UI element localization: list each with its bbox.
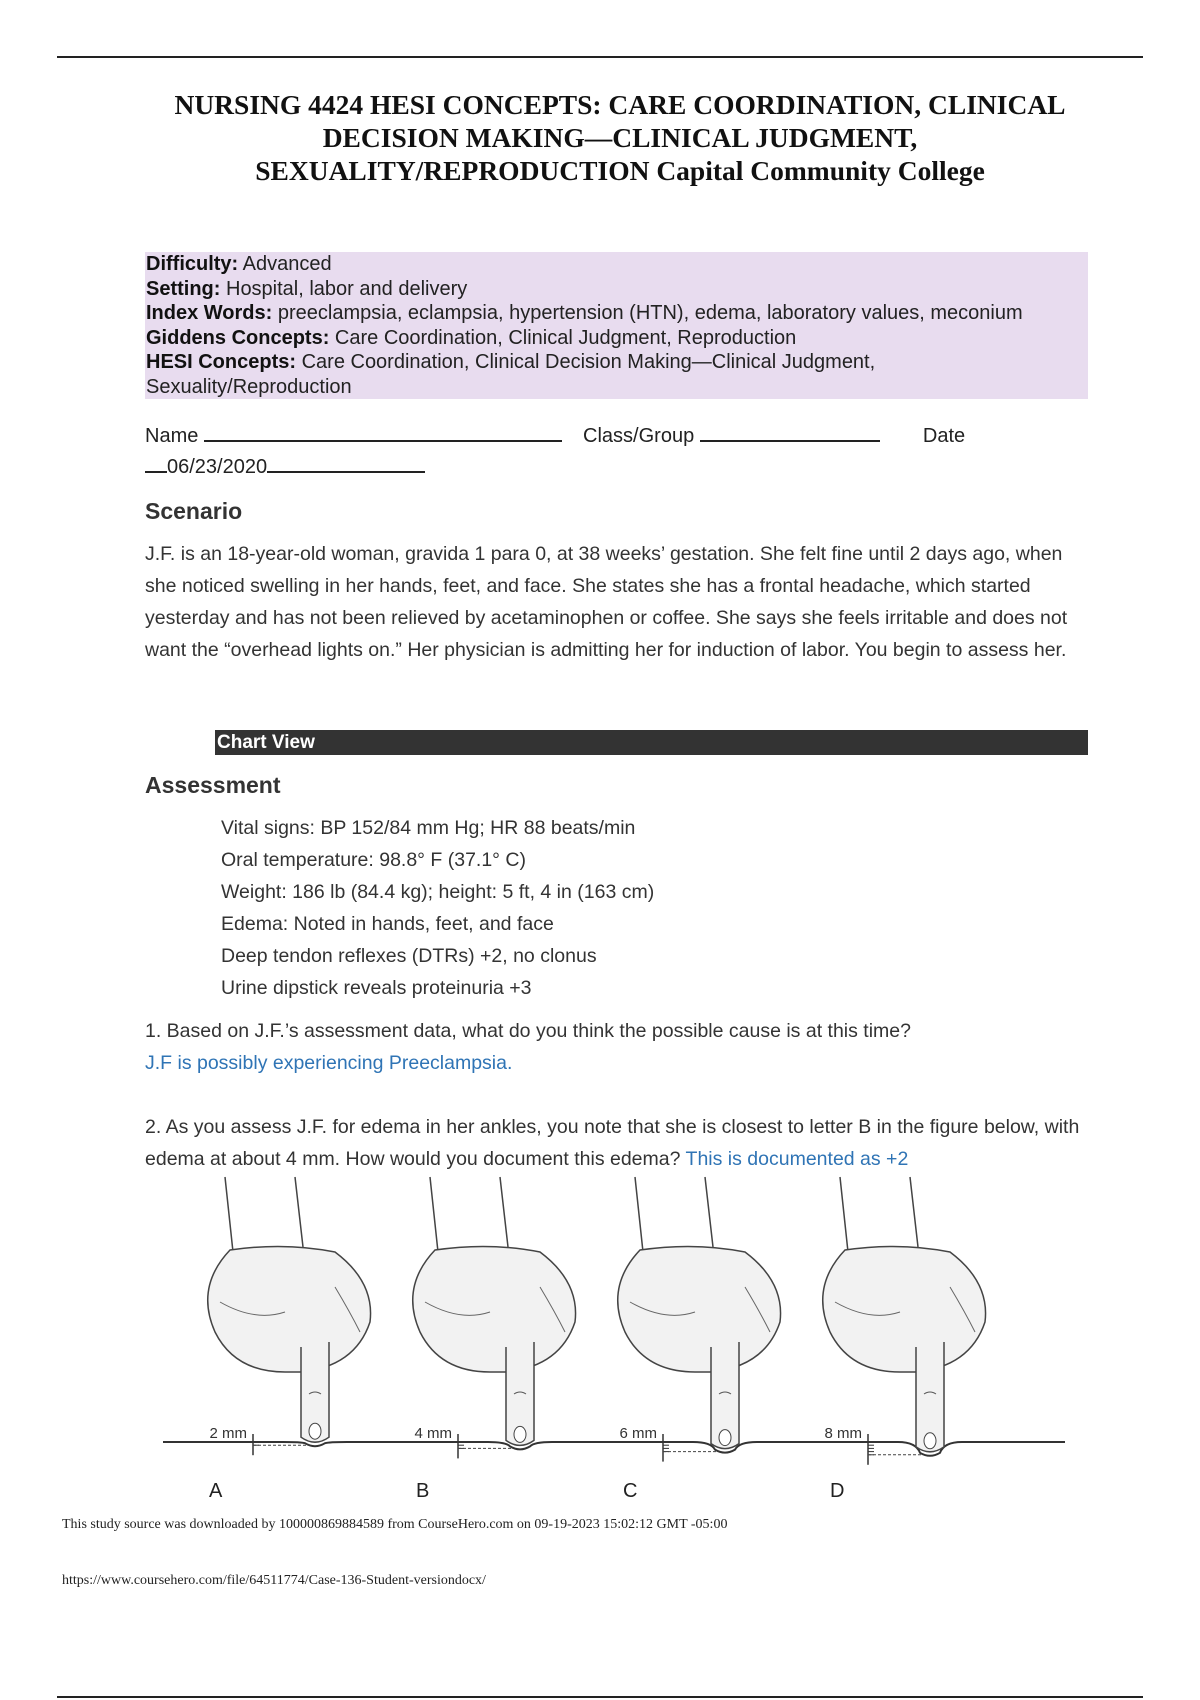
document-title: NURSING 4424 HESI CONCEPTS: CARE COORDINATION, CLINICAL DECISION MAKING—CLINICAL JUDGMENT, SEXUALITY/REPRODUCTION Capital Community College	[174, 89, 1066, 186]
date-label: Date	[922, 425, 966, 447]
download-notice: This study source was downloaded by 100000869884589 from CourseHero.com on 09-19-2023 15:02:12 GMT -05:00	[62, 1517, 728, 1532]
edema-depth-label: 2 mm	[209, 1425, 247, 1442]
name-class-date-row	[145, 420, 1105, 482]
top-rule	[57, 56, 1143, 58]
fingernail	[719, 1430, 731, 1446]
question-2-answer: This is documented as +2	[685, 1148, 909, 1170]
question-1-text: 1. Based on J.F.’s assessment data, what do you think the possible cause is at this time?	[145, 1020, 911, 1042]
class-group-label: Class/Group	[583, 425, 695, 447]
assessment-item: Deep tendon reflexes (DTRs) +2, no clonus	[221, 945, 597, 967]
hand-outline	[208, 1246, 371, 1372]
question-1	[145, 1015, 1090, 1079]
source-url: https://www.coursehero.com/file/64511774/Case-136-Student-versiondocx/	[62, 1573, 486, 1588]
wrist-outline	[225, 1177, 303, 1252]
wrist-outline	[840, 1177, 918, 1252]
class-group-field[interactable]	[700, 420, 880, 442]
assessment-item: Edema: Noted in hands, feet, and face	[221, 913, 554, 935]
edema-scale-illustration	[155, 1172, 1075, 1512]
edema-panel-letter: B	[416, 1480, 430, 1502]
setting-value: Hospital, labor and delivery	[220, 277, 468, 300]
edema-panel-letter: C	[623, 1480, 638, 1502]
fingernail	[514, 1426, 526, 1442]
hesi-label: HESI Concepts:	[146, 351, 297, 373]
hand-outline	[823, 1246, 986, 1372]
chart-view-bar: Chart View	[215, 730, 1088, 755]
scenario-heading: Scenario	[145, 498, 243, 524]
edema-panel-letter: A	[209, 1480, 223, 1502]
date-value[interactable]: 06/23/2020	[167, 456, 268, 478]
difficulty-label: Difficulty:	[146, 253, 239, 275]
assessment-item: Vital signs: BP 152/84 mm Hg; HR 88 beats/min	[221, 817, 636, 839]
hesi-value-continued: Sexuality/Reproduction	[146, 375, 352, 398]
hand-outline	[618, 1246, 781, 1372]
index-words-value: preeclampsia, eclampsia, hypertension (HTN), edema, laboratory values, meconium	[272, 302, 1023, 324]
question-2-text: 2. As you assess J.F. for edema in her ankles, you note that she is closest to letter B in the figure below, with edema at about 4 mm. How would you document this edema?	[145, 1116, 1080, 1170]
assessment-item: Weight: 186 lb (84.4 kg); height: 5 ft, 4 in (163 cm)	[221, 881, 655, 903]
edema-depth-label: 8 mm	[824, 1425, 862, 1442]
case-metadata-box	[145, 252, 1088, 399]
assessment-item: Oral temperature: 98.8° F (37.1° C)	[221, 849, 526, 871]
hesi-value: Care Coordination, Clinical Decision Making—Clinical Judgment,	[296, 351, 876, 373]
assessment-item: Urine dipstick reveals proteinuria +3	[221, 977, 532, 999]
giddens-label: Giddens Concepts:	[146, 326, 330, 349]
difficulty-value: Advanced	[238, 253, 332, 275]
question-2	[145, 1111, 1090, 1175]
setting-label: Setting:	[146, 277, 221, 300]
assessment-list	[221, 812, 654, 1004]
pitting-edema-figure	[155, 1172, 1075, 1512]
edema-depth-label: 4 mm	[414, 1425, 452, 1442]
scenario-text: J.F. is an 18-year-old woman, gravida 1 para 0, at 38 weeks’ gestation. She felt fine until 2 days ago, when she noticed swelling in her hands, feet, and face. She states she has a frontal headache, which started yesterday and has not been relieved by acetaminophen or coffee. She says she feels irritable and does not want the “overhead lights on.” Her physician is admitting her for induction of labor. You begin to assess her.	[145, 543, 1068, 661]
date-field-prefix	[145, 451, 167, 473]
date-field-suffix	[267, 451, 425, 473]
hand-outline	[413, 1246, 576, 1372]
index-words-label: Index Words:	[146, 302, 273, 324]
fingernail	[924, 1433, 936, 1449]
wrist-outline	[635, 1177, 713, 1252]
edema-depth-label: 6 mm	[619, 1425, 657, 1442]
name-label: Name	[145, 425, 199, 447]
fingernail	[309, 1423, 321, 1439]
wrist-outline	[430, 1177, 508, 1252]
assessment-heading: Assessment	[145, 772, 281, 798]
bottom-rule	[57, 1696, 1143, 1698]
name-field[interactable]	[204, 420, 562, 442]
question-1-answer: J.F is possibly experiencing Preeclampsia.	[145, 1052, 513, 1074]
giddens-value: Care Coordination, Clinical Judgment, Reproduction	[329, 326, 797, 349]
edema-panel-letter: D	[830, 1480, 845, 1502]
